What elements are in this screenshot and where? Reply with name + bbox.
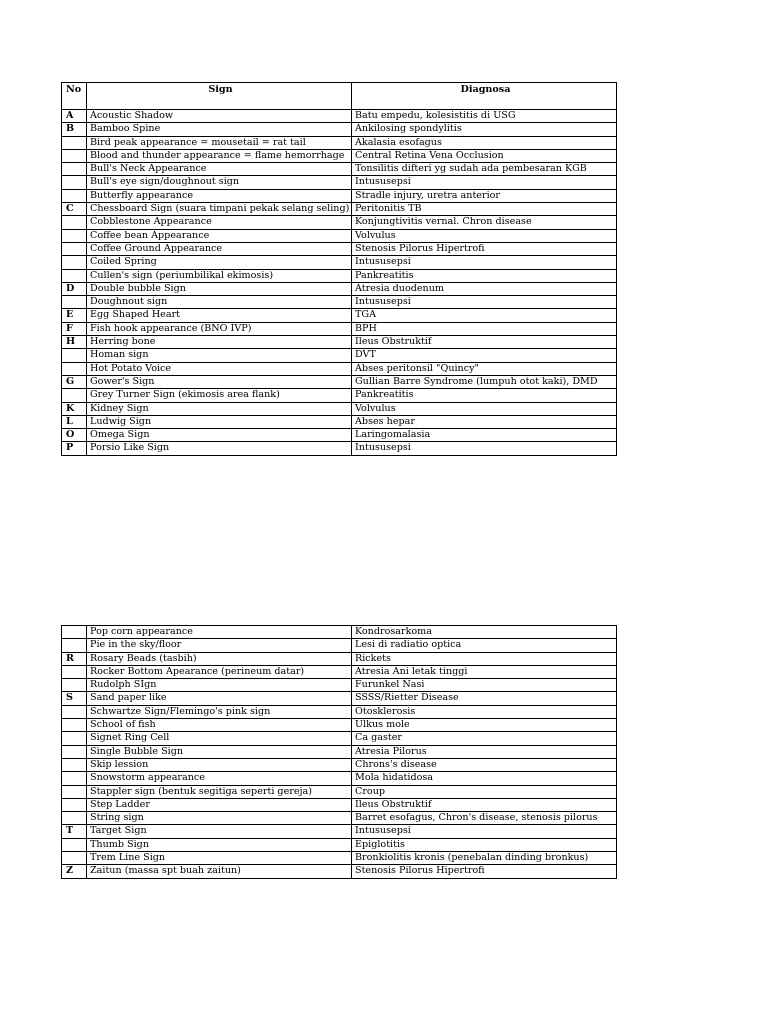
- table-header: [62, 83, 617, 110]
- row-sign-cell: Hot Potato Voice: [87, 362, 352, 375]
- table-row: [62, 362, 617, 375]
- row-sign-cell: Signet Ring Cell: [87, 732, 352, 745]
- header-no: No: [62, 83, 87, 110]
- row-no-cell: S: [62, 692, 87, 705]
- row-diagnosa-cell: Ankilosing spondylitis: [352, 123, 617, 136]
- row-diagnosa-cell: SSSS/Rietter Disease: [352, 692, 617, 705]
- row-diagnosa-cell: Lesi di radiatio optica: [352, 639, 617, 652]
- row-no-cell: [62, 189, 87, 202]
- table-row: [62, 692, 617, 705]
- row-diagnosa-cell: Abses peritonsil "Quincy": [352, 362, 617, 375]
- table-row: [62, 415, 617, 428]
- row-sign-cell: Acoustic Shadow: [87, 110, 352, 123]
- table-row: [62, 176, 617, 189]
- row-diagnosa-cell: Konjungtivitis vernal. Chron disease: [352, 216, 617, 229]
- row-sign-cell: Herring bone: [87, 336, 352, 349]
- row-sign-cell: Doughnout sign: [87, 296, 352, 309]
- row-no-cell: [62, 732, 87, 745]
- row-no-cell: [62, 362, 87, 375]
- row-diagnosa-cell: Atresia Pilorus: [352, 745, 617, 758]
- row-sign-cell: Schwartze Sign/Flemingo's pink sign: [87, 705, 352, 718]
- row-diagnosa-cell: Tonsilitis difteri yg sudah ada pembesaran KGB: [352, 163, 617, 176]
- table-row: [62, 732, 617, 745]
- table-row: [62, 349, 617, 362]
- row-sign-cell: Blood and thunder appearance = flame hemorrhage: [87, 149, 352, 162]
- row-sign-cell: Sand paper like: [87, 692, 352, 705]
- row-sign-cell: Bamboo Spine: [87, 123, 352, 136]
- table-row: [62, 772, 617, 785]
- row-no-cell: T: [62, 825, 87, 838]
- row-no-cell: [62, 176, 87, 189]
- table-row: [62, 163, 617, 176]
- row-sign-cell: Cobblestone Appearance: [87, 216, 352, 229]
- table-row: [62, 189, 617, 202]
- row-sign-cell: School of fish: [87, 719, 352, 732]
- row-sign-cell: Ludwig Sign: [87, 415, 352, 428]
- row-no-cell: G: [62, 375, 87, 388]
- row-diagnosa-cell: Barret esofagus, Chron's disease, stenosis pilorus: [352, 812, 617, 825]
- row-no-cell: [62, 719, 87, 732]
- row-diagnosa-cell: Intususepsi: [352, 825, 617, 838]
- row-sign-cell: Pop corn appearance: [87, 626, 352, 639]
- row-diagnosa-cell: Atresia Ani letak tinggi: [352, 665, 617, 678]
- row-diagnosa-cell: Pankreatitis: [352, 269, 617, 282]
- table-row: [62, 282, 617, 295]
- table-row: [62, 705, 617, 718]
- row-diagnosa-cell: Epiglotitis: [352, 838, 617, 851]
- table-row: [62, 322, 617, 335]
- row-no-cell: [62, 242, 87, 255]
- table-row: [62, 652, 617, 665]
- row-no-cell: K: [62, 402, 87, 415]
- table-row: [62, 719, 617, 732]
- row-no-cell: [62, 349, 87, 362]
- row-diagnosa-cell: Akalasia esofagus: [352, 136, 617, 149]
- row-diagnosa-cell: Intususepsi: [352, 176, 617, 189]
- row-no-cell: [62, 256, 87, 269]
- row-sign-cell: Homan sign: [87, 349, 352, 362]
- table-row: [62, 402, 617, 415]
- row-no-cell: [62, 798, 87, 811]
- row-no-cell: P: [62, 442, 87, 455]
- row-no-cell: [62, 745, 87, 758]
- table-row: [62, 758, 617, 771]
- row-no-cell: [62, 639, 87, 652]
- row-sign-cell: Fish hook appearance (BNO IVP): [87, 322, 352, 335]
- row-diagnosa-cell: Ulkus mole: [352, 719, 617, 732]
- table-row: [62, 203, 617, 216]
- row-sign-cell: Thumb Sign: [87, 838, 352, 851]
- table-row: [62, 242, 617, 255]
- row-no-cell: [62, 772, 87, 785]
- table-row: [62, 296, 617, 309]
- table-body: [62, 110, 617, 456]
- row-sign-cell: Skip lession: [87, 758, 352, 771]
- table-row: [62, 852, 617, 865]
- row-sign-cell: Snowstorm appearance: [87, 772, 352, 785]
- row-no-cell: F: [62, 322, 87, 335]
- table-row: [62, 309, 617, 322]
- row-sign-cell: Bull's Neck Appearance: [87, 163, 352, 176]
- row-diagnosa-cell: Ileus Obstruktif: [352, 336, 617, 349]
- row-no-cell: [62, 626, 87, 639]
- table-row: [62, 149, 617, 162]
- row-no-cell: [62, 149, 87, 162]
- row-no-cell: [62, 758, 87, 771]
- row-diagnosa-cell: Batu empedu, kolesistitis di USG: [352, 110, 617, 123]
- row-sign-cell: Bird peak appearance = mousetail = rat tail: [87, 136, 352, 149]
- table-row: [62, 838, 617, 851]
- row-no-cell: A: [62, 110, 87, 123]
- row-no-cell: L: [62, 415, 87, 428]
- row-sign-cell: Porsio Like Sign: [87, 442, 352, 455]
- row-no-cell: [62, 812, 87, 825]
- row-diagnosa-cell: Intususepsi: [352, 256, 617, 269]
- table-row: [62, 269, 617, 282]
- row-sign-cell: Coffee Ground Appearance: [87, 242, 352, 255]
- table-row: [62, 389, 617, 402]
- sign-diagnosa-table-1: [61, 82, 617, 456]
- row-diagnosa-cell: Mola hidatidosa: [352, 772, 617, 785]
- row-sign-cell: Single Bubble Sign: [87, 745, 352, 758]
- row-diagnosa-cell: Bronkiolitis kronis (penebalan dinding bronkus): [352, 852, 617, 865]
- table-row: [62, 639, 617, 652]
- row-sign-cell: Rudolph SIgn: [87, 679, 352, 692]
- table-row: [62, 229, 617, 242]
- row-sign-cell: Rocker Bottom Apearance (perineum datar): [87, 665, 352, 678]
- table-row: [62, 442, 617, 455]
- row-no-cell: D: [62, 282, 87, 295]
- row-diagnosa-cell: Rickets: [352, 652, 617, 665]
- row-diagnosa-cell: DVT: [352, 349, 617, 362]
- table-row: [62, 665, 617, 678]
- row-sign-cell: Grey Turner Sign (ekimosis area flank): [87, 389, 352, 402]
- row-diagnosa-cell: Laringomalasia: [352, 429, 617, 442]
- table-row: [62, 123, 617, 136]
- row-no-cell: O: [62, 429, 87, 442]
- row-sign-cell: Stappler sign (bentuk segitiga seperti gereja): [87, 785, 352, 798]
- row-diagnosa-cell: Pankreatitis: [352, 389, 617, 402]
- row-diagnosa-cell: Volvulus: [352, 229, 617, 242]
- table-row: [62, 812, 617, 825]
- row-no-cell: [62, 216, 87, 229]
- row-sign-cell: Cullen's sign (periumbilikal ekimosis): [87, 269, 352, 282]
- header-diagnosa: Diagnosa: [352, 83, 617, 110]
- table-row: [62, 136, 617, 149]
- table-row: [62, 110, 617, 123]
- row-diagnosa-cell: Abses hepar: [352, 415, 617, 428]
- row-sign-cell: Pie in the sky/floor: [87, 639, 352, 652]
- row-diagnosa-cell: Central Retina Vena Occlusion: [352, 149, 617, 162]
- row-diagnosa-cell: Croup: [352, 785, 617, 798]
- row-no-cell: [62, 229, 87, 242]
- row-sign-cell: Trem Line Sign: [87, 852, 352, 865]
- row-diagnosa-cell: TGA: [352, 309, 617, 322]
- table-row: [62, 336, 617, 349]
- row-diagnosa-cell: Atresia duodenum: [352, 282, 617, 295]
- row-diagnosa-cell: Kondrosarkoma: [352, 626, 617, 639]
- table-row: [62, 825, 617, 838]
- row-diagnosa-cell: BPH: [352, 322, 617, 335]
- table-row: [62, 865, 617, 878]
- sign-diagnosa-table-2: [61, 625, 617, 879]
- row-sign-cell: Bull's eye sign/doughnout sign: [87, 176, 352, 189]
- row-sign-cell: Gower's Sign: [87, 375, 352, 388]
- row-no-cell: [62, 269, 87, 282]
- table-body: [62, 626, 617, 879]
- row-no-cell: R: [62, 652, 87, 665]
- row-sign-cell: Coffee bean Appearance: [87, 229, 352, 242]
- table-row: [62, 626, 617, 639]
- row-no-cell: [62, 389, 87, 402]
- row-sign-cell: Double bubble Sign: [87, 282, 352, 295]
- table-row: [62, 256, 617, 269]
- table-row: [62, 785, 617, 798]
- row-diagnosa-cell: Chrons's disease: [352, 758, 617, 771]
- row-no-cell: [62, 296, 87, 309]
- row-no-cell: [62, 679, 87, 692]
- table-row: [62, 429, 617, 442]
- row-diagnosa-cell: Intususepsi: [352, 442, 617, 455]
- row-no-cell: [62, 705, 87, 718]
- row-sign-cell: Rosary Beads (tasbih): [87, 652, 352, 665]
- row-no-cell: [62, 838, 87, 851]
- header-row: [62, 83, 617, 110]
- row-diagnosa-cell: Volvulus: [352, 402, 617, 415]
- row-diagnosa-cell: Ca gaster: [352, 732, 617, 745]
- row-no-cell: B: [62, 123, 87, 136]
- table-row: [62, 745, 617, 758]
- row-sign-cell: Chessboard Sign (suara timpani pekak selang seling): [87, 203, 352, 216]
- row-sign-cell: Omega Sign: [87, 429, 352, 442]
- row-no-cell: H: [62, 336, 87, 349]
- row-diagnosa-cell: Ileus Obstruktif: [352, 798, 617, 811]
- row-diagnosa-cell: Stradle injury, uretra anterior: [352, 189, 617, 202]
- row-sign-cell: Zaitun (massa spt buah zaitun): [87, 865, 352, 878]
- row-sign-cell: Target Sign: [87, 825, 352, 838]
- row-diagnosa-cell: Intususepsi: [352, 296, 617, 309]
- row-no-cell: [62, 852, 87, 865]
- row-no-cell: Z: [62, 865, 87, 878]
- row-diagnosa-cell: Gullian Barre Syndrome (lumpuh otot kaki), DMD: [352, 375, 617, 388]
- row-diagnosa-cell: Stenosis Pilorus Hipertrofi: [352, 865, 617, 878]
- row-no-cell: E: [62, 309, 87, 322]
- row-sign-cell: Coiled Spring: [87, 256, 352, 269]
- table-row: [62, 798, 617, 811]
- row-no-cell: [62, 665, 87, 678]
- table-row: [62, 679, 617, 692]
- row-sign-cell: Step Ladder: [87, 798, 352, 811]
- row-no-cell: [62, 163, 87, 176]
- table-row: [62, 375, 617, 388]
- row-no-cell: [62, 785, 87, 798]
- row-sign-cell: Butterfly appearance: [87, 189, 352, 202]
- row-sign-cell: String sign: [87, 812, 352, 825]
- row-diagnosa-cell: Peritonitis TB: [352, 203, 617, 216]
- row-sign-cell: Egg Shaped Heart: [87, 309, 352, 322]
- row-diagnosa-cell: Furunkel Nasi: [352, 679, 617, 692]
- row-no-cell: [62, 136, 87, 149]
- row-diagnosa-cell: Otosklerosis: [352, 705, 617, 718]
- header-sign: Sign: [87, 83, 352, 110]
- row-no-cell: C: [62, 203, 87, 216]
- table-row: [62, 216, 617, 229]
- row-sign-cell: Kidney Sign: [87, 402, 352, 415]
- row-diagnosa-cell: Stenosis Pilorus Hipertrofi: [352, 242, 617, 255]
